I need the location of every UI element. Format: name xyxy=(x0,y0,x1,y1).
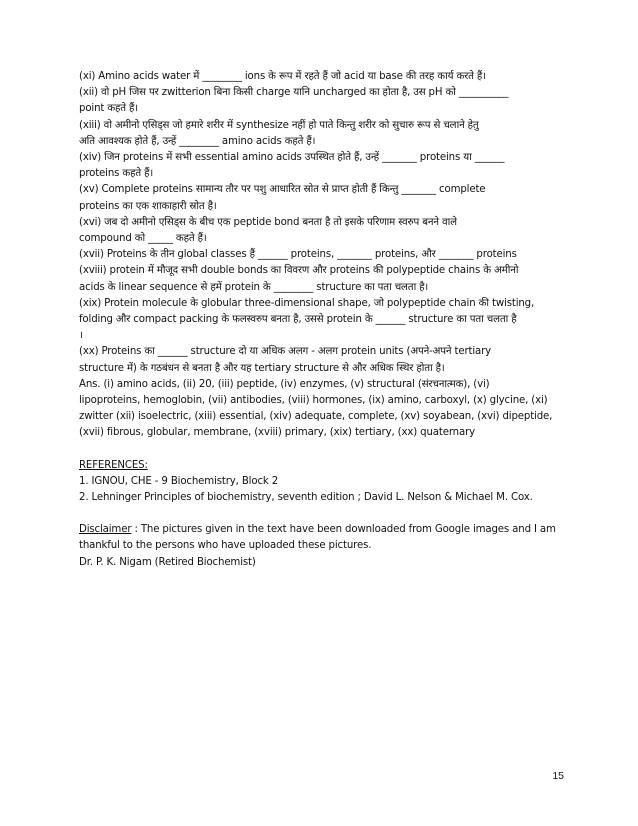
questions-block xyxy=(79,69,567,377)
page-number: 15 xyxy=(552,770,564,782)
question-line: (xvi) जब दो अमीनो एसिड्स के बीच एक peptide bond बनता है तो इसके परिणाम स्वरुप बनने वाले xyxy=(79,216,457,228)
disclaimer-text: : The pictures given in the text have been downloaded from Google images and I am xyxy=(131,524,556,536)
question-line: (xii) वो pH जिस पर zwitterion बिना किसी charge यानि uncharged का होता है, उस pH को __________ xyxy=(79,87,509,99)
references-section xyxy=(79,458,567,507)
question-line: (xviii) protein में मौजूद सभी double bonds का विवरण और proteins की polypeptide chains के अमीनो xyxy=(79,265,519,277)
question-line: (xiv) जिन proteins में सभी essential amino acids उपस्थित होते हैं, उन्हें _______ proteins या ______ xyxy=(79,152,505,164)
answer-line: (xvii) fibrous, globular, membrane, (xviii) primary, (xix) tertiary, (xx) quaternary xyxy=(79,427,476,439)
question-line: proteins का एक शाकाहारी स्रोत है। xyxy=(79,200,217,212)
question-line: (xx) Proteins का ______ structure दो या अधिक अलग - अलग protein units (अपने-अपने tertiary xyxy=(79,346,492,358)
answer-line: lipoproteins, hemoglobin, (vii) antibodies, (viii) hormones, (ix) amino, carboxyl, (x) glycine, (xi) xyxy=(79,395,548,407)
question-line: compound को _____ कहते हैं। xyxy=(79,233,207,245)
reference-item: 2. Lehninger Principles of biochemistry, seventh edition ; David L. Nelson & Michael M. Cox. xyxy=(79,492,533,504)
question-line: (xix) Protein molecule के globular three-dimensional shape, जो polypeptide chain की twisting, xyxy=(79,297,535,309)
spacer xyxy=(79,442,567,458)
question-line: (xv) Complete proteins सामान्य तौर पर पशु आधारित स्रोत से प्राप्त होती हैं किन्तु _______ complete xyxy=(79,184,486,196)
question-line: अति आवश्यक होते हैं, उन्हें ________ amino acids कहते हैं। xyxy=(79,135,316,147)
answers-block xyxy=(79,377,567,442)
author-line: Dr. P. K. Nigam (Retired Biochemist) xyxy=(79,556,256,568)
question-line: point कहते हैं। xyxy=(79,103,138,115)
question-line: (xiii) वो अमीनो एसिड्स जो हमारे शरीर में synthesize नहीं हो पाते किन्तु शरीर को सुचारु रूप से चलाने हेतु xyxy=(79,119,479,131)
question-line: structure में) के गठबंधन से बनता है और यह tertiary structure से और अधिक स्थिर होता है। xyxy=(79,362,445,374)
question-line: । xyxy=(79,330,83,342)
disclaimer-line xyxy=(79,522,567,538)
answer-line: zwitter (xii) isoelectric, (xiii) essential, (xiv) adequate, complete, (xv) soyabean, (xvi) dipeptide, xyxy=(79,411,553,423)
question-line: (xvii) Proteins के तीन global classes हैं ______ proteins, _______ proteins, और _______ proteins xyxy=(79,249,517,261)
question-line: (xi) Amino acids water में ________ ions के रूप में रहते हैं जो acid या base की तरह कार्य करते हैं। xyxy=(79,71,486,82)
disclaimer-label: Disclaimer xyxy=(79,524,132,536)
spacer xyxy=(79,506,567,522)
reference-item: 1. IGNOU, CHE - 9 Biochemistry, Block 2 xyxy=(79,475,279,487)
references-heading: REFERENCES: xyxy=(79,459,148,471)
answer-line: Ans. (i) amino acids, (ii) 20, (iii) peptide, (iv) enzymes, (v) structural (संरचनात्मक), (vi) xyxy=(79,378,490,390)
question-line: proteins कहते हैं। xyxy=(79,168,154,180)
document-page xyxy=(79,69,567,571)
disclaimer-section xyxy=(79,522,567,571)
disclaimer-text: thankful to the persons who have uploaded these pictures. xyxy=(79,540,372,552)
question-line: acids के linear sequence से हमें protein के ________ structure का पता चलता है। xyxy=(79,281,429,293)
question-line: folding और compact packing के फलस्वरुप बनता है, उससे protein के ______ structure का पता चलता है xyxy=(79,314,517,326)
